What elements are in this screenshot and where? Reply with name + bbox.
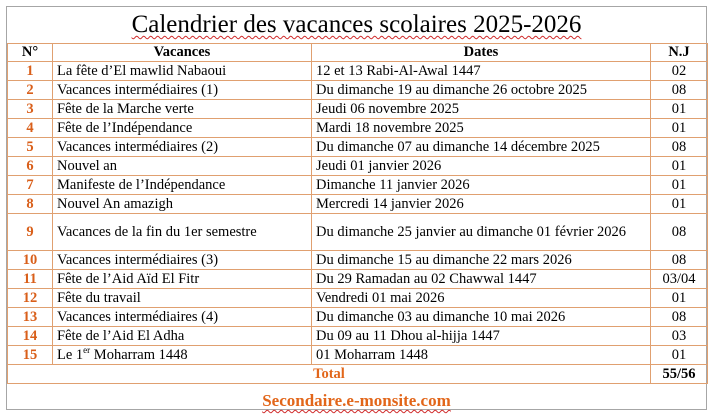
day-count: 02 [651, 62, 708, 81]
row-number: 9 [8, 214, 53, 251]
vacation-name-part: Moharram 1448 [90, 346, 188, 363]
vacation-name: Vacances de la fin du 1er semestre [53, 214, 312, 251]
day-count: 01 [651, 100, 708, 119]
table-row [8, 119, 708, 138]
day-count: 08 [651, 308, 708, 327]
vacation-table [7, 43, 708, 384]
vacation-name: La fête d’El mawlid Nabaoui [53, 62, 312, 81]
row-number: 4 [8, 119, 53, 138]
vacation-name: Fête de l’Aid Aïd El Fitr [53, 270, 312, 289]
row-number: 3 [8, 100, 53, 119]
day-count: 01 [651, 119, 708, 138]
vacation-name: Manifeste de l’Indépendance [53, 176, 312, 195]
table-row [8, 327, 708, 346]
vacation-name: Fête de l’Aid El Adha [53, 327, 312, 346]
vacation-dates: Dimanche 11 janvier 2026 [312, 176, 651, 195]
day-count: 08 [651, 138, 708, 157]
header-dates: Dates [312, 44, 651, 62]
day-count: 08 [651, 214, 708, 251]
total-value: 55/56 [651, 365, 708, 384]
header-num: N° [8, 44, 53, 62]
vacation-dates: Mardi 18 novembre 2025 [312, 119, 651, 138]
vacation-dates: Du 29 Ramadan au 02 Chawwal 1447 [312, 270, 651, 289]
row-number: 11 [8, 270, 53, 289]
row-number: 7 [8, 176, 53, 195]
row-number: 5 [8, 138, 53, 157]
day-count: 08 [651, 81, 708, 100]
table-row [8, 270, 708, 289]
row-number: 15 [8, 346, 53, 365]
vacation-dates: Du dimanche 03 au dimanche 10 mai 2026 [312, 308, 651, 327]
table-row [8, 157, 708, 176]
vacation-dates: 01 Moharram 1448 [312, 346, 651, 365]
row-number: 8 [8, 195, 53, 214]
table-row [8, 214, 708, 251]
vacation-name: Vacances intermédiaires (3) [53, 251, 312, 270]
row-number: 6 [8, 157, 53, 176]
vacation-dates: Mercredi 14 janvier 2026 [312, 195, 651, 214]
row-number: 13 [8, 308, 53, 327]
vacation-dates: 12 et 13 Rabi-Al-Awal 1447 [312, 62, 651, 81]
row-number: 12 [8, 289, 53, 308]
vacation-dates: Du 09 au 11 Dhou al-hijja 1447 [312, 327, 651, 346]
vacation-name: Nouvel an [53, 157, 312, 176]
table-row [8, 346, 708, 365]
table-header-row [8, 44, 708, 62]
footer-link-text: Secondaire.e-monsite.com [262, 391, 451, 410]
day-count: 01 [651, 289, 708, 308]
calendar-sheet [6, 6, 707, 410]
table-row [8, 289, 708, 308]
vacation-dates: Du dimanche 15 au dimanche 22 mars 2026 [312, 251, 651, 270]
vacation-name: Fête du travail [53, 289, 312, 308]
vacation-name-part: Le 1 [57, 346, 84, 363]
ordinal-superscript: er [83, 345, 91, 355]
day-count: 01 [651, 195, 708, 214]
table-row [8, 62, 708, 81]
vacation-name: Vacances intermédiaires (4) [53, 308, 312, 327]
day-count: 03 [651, 327, 708, 346]
row-number: 1 [8, 62, 53, 81]
header-vacances: Vacances [53, 44, 312, 62]
day-count: 01 [651, 176, 708, 195]
day-count: 01 [651, 346, 708, 365]
header-nj: N.J [651, 44, 708, 62]
table-row [8, 81, 708, 100]
vacation-name: Fête de l’Indépendance [53, 119, 312, 138]
page-title [7, 9, 706, 41]
day-count: 01 [651, 157, 708, 176]
total-row [8, 365, 708, 384]
table-row [8, 195, 708, 214]
day-count: 08 [651, 251, 708, 270]
vacation-dates: Du dimanche 25 janvier au dimanche 01 février 2026 [312, 214, 651, 251]
table-row [8, 100, 708, 119]
row-number: 2 [8, 81, 53, 100]
page-title-text: Calendrier des vacances scolaires 2025-2026 [131, 11, 582, 38]
vacation-dates: Vendredi 01 mai 2026 [312, 289, 651, 308]
vacation-name: Vacances intermédiaires (2) [53, 138, 312, 157]
day-count: 03/04 [651, 270, 708, 289]
table-row [8, 176, 708, 195]
vacation-name: Fête de la Marche verte [53, 100, 312, 119]
row-number: 14 [8, 327, 53, 346]
vacation-dates: Du dimanche 07 au dimanche 14 décembre 2025 [312, 138, 651, 157]
vacation-dates: Jeudi 01 janvier 2026 [312, 157, 651, 176]
vacation-name [53, 346, 312, 365]
table-row [8, 251, 708, 270]
row-number: 10 [8, 251, 53, 270]
vacation-dates: Du dimanche 19 au dimanche 26 octobre 2025 [312, 81, 651, 100]
vacation-name: Nouvel An amazigh [53, 195, 312, 214]
table-row [8, 138, 708, 157]
table-row [8, 308, 708, 327]
site-footer [7, 391, 706, 411]
total-label: Total [8, 365, 651, 384]
vacation-dates: Jeudi 06 novembre 2025 [312, 100, 651, 119]
vacation-name: Vacances intermédiaires (1) [53, 81, 312, 100]
